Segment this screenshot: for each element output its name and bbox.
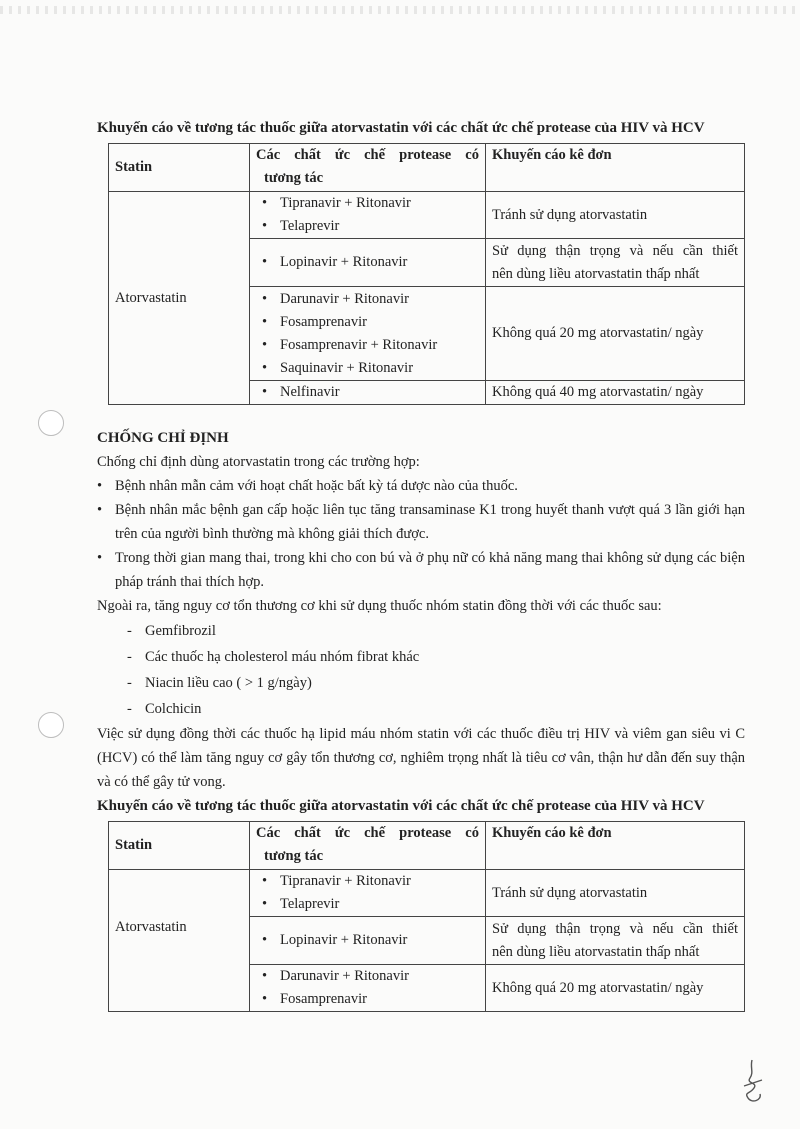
recommendation-cell: Tránh sử dụng atorvastatin xyxy=(486,870,745,917)
list-item: - Các thuốc hạ cholesterol máu nhóm fibrat khác xyxy=(97,644,745,670)
drug-item: • Tipranavir + Ritonavir xyxy=(256,870,479,893)
drug-list xyxy=(256,965,479,1011)
drugs-cell xyxy=(250,381,486,405)
header-recommendation: Khuyến cáo kê đơn xyxy=(486,144,745,192)
drug-item: • Lopinavir + Ritonavir xyxy=(256,251,479,274)
statin-cell: Atorvastatin xyxy=(109,870,250,1012)
interaction-table-1 xyxy=(108,143,745,405)
punch-hole xyxy=(38,410,64,436)
drug-item: • Saquinavir + Ritonavir xyxy=(256,357,479,380)
recommendation-line: nên dùng liều atorvastatin thấp nhất xyxy=(492,265,700,282)
punch-hole xyxy=(38,712,64,738)
drug-list xyxy=(256,929,479,952)
closing-text: Việc sử dụng đồng thời các thuốc hạ lipid máu nhóm statin với các thuốc điều trị HIV và viêm gan siêu vi C (HCV) có thể làm tăng nguy cơ gây tổn thương cơ, nghiêm trọng nhất là tiêu cơ vân, thận hư dẫn đến suy thận và có thể gây tử vong. xyxy=(97,726,745,790)
drug-item: • Fosamprenavir xyxy=(256,311,479,334)
table-1-title: Khuyến cáo về tương tác thuốc giữa atorvastatin với các chất ức chế protease của HIV và HCV xyxy=(97,120,705,136)
drug-item: • Darunavir + Ritonavir xyxy=(256,288,479,311)
header-protease-line2: tương tác xyxy=(264,848,324,864)
table-2-title: Khuyến cáo về tương tác thuốc giữa atorvastatin với các chất ức chế protease của HIV và HCV xyxy=(97,798,705,814)
drugs-cell xyxy=(250,917,486,965)
drug-list xyxy=(256,870,479,916)
table-row xyxy=(109,192,745,239)
list-item: - Colchicin xyxy=(97,696,745,722)
drugs-cell xyxy=(250,239,486,287)
additional-intro: Ngoài ra, tăng nguy cơ tổn thương cơ khi sử dụng thuốc nhóm statin đồng thời với các thuốc sau: xyxy=(97,598,662,614)
contraindications-section xyxy=(97,426,745,794)
drug-item: • Nelfinavir xyxy=(256,381,479,404)
header-statin: Statin xyxy=(109,822,250,870)
drug-list xyxy=(256,251,479,274)
table-header-row xyxy=(109,144,745,192)
drugs-cell xyxy=(250,192,486,239)
scan-edge-artifact xyxy=(0,6,800,14)
drugs-cell xyxy=(250,287,486,381)
table-row xyxy=(109,870,745,917)
list-item: • Bệnh nhân mẫn cảm với hoạt chất hoặc bất kỳ tá dược nào của thuốc. xyxy=(97,474,745,498)
section-heading: CHỐNG CHỈ ĐỊNH xyxy=(97,430,229,446)
drug-item: • Fosamprenavir + Ritonavir xyxy=(256,334,479,357)
drugs-cell xyxy=(250,965,486,1012)
table-header-row xyxy=(109,822,745,870)
list-item: - Gemfibrozil xyxy=(97,618,745,644)
header-statin: Statin xyxy=(109,144,250,192)
recommendation-cell: Không quá 40 mg atorvastatin/ ngày xyxy=(486,381,745,405)
list-item: • Trong thời gian mang thai, trong khi cho con bú và ở phụ nữ có khả năng mang thai không sử dụng các biện pháp tránh thai thích hợp. xyxy=(97,546,745,594)
contraindication-list xyxy=(97,474,745,594)
list-item: • Bệnh nhân mắc bệnh gan cấp hoặc liên tục tăng transaminase K1 trong huyết thanh vượt quá 3 lần giới hạn trên của người bình thường mà không giải thích được. xyxy=(97,498,745,546)
recommendation-cell: Không quá 20 mg atorvastatin/ ngày xyxy=(486,287,745,381)
header-protease-line2: tương tác xyxy=(264,170,324,186)
header-protease-line1: Các chất ức chế protease có xyxy=(256,147,479,163)
header-protease-line1: Các chất ức chế protease có xyxy=(256,825,479,841)
drugs-cell xyxy=(250,870,486,917)
drug-item: • Telaprevir xyxy=(256,215,479,238)
drug-item: • Fosamprenavir xyxy=(256,988,479,1011)
drug-item: • Telaprevir xyxy=(256,893,479,916)
recommendation-cell xyxy=(486,239,745,287)
drug-list xyxy=(256,192,479,238)
header-recommendation: Khuyến cáo kê đơn xyxy=(486,822,745,870)
list-item: - Niacin liều cao ( > 1 g/ngày) xyxy=(97,670,745,696)
recommendation-cell: Tránh sử dụng atorvastatin xyxy=(486,192,745,239)
statin-cell: Atorvastatin xyxy=(109,192,250,405)
recommendation-line: Sử dụng thận trọng và nếu cần thiết xyxy=(492,920,738,937)
recommendation-cell xyxy=(486,917,745,965)
recommendation-line: nên dùng liều atorvastatin thấp nhất xyxy=(492,943,700,960)
recommendation-line: Sử dụng thận trọng và nếu cần thiết xyxy=(492,242,738,259)
recommendation-cell: Không quá 20 mg atorvastatin/ ngày xyxy=(486,965,745,1012)
interacting-drug-list xyxy=(97,618,745,722)
interaction-table-2 xyxy=(108,821,745,1012)
signature-mark xyxy=(738,1058,768,1108)
drug-item: • Darunavir + Ritonavir xyxy=(256,965,479,988)
drug-item: • Lopinavir + Ritonavir xyxy=(256,929,479,952)
drug-list xyxy=(256,288,479,380)
drug-list xyxy=(256,381,479,404)
intro-text: Chống chỉ định dùng atorvastatin trong các trường hợp: xyxy=(97,454,420,470)
drug-item: • Tipranavir + Ritonavir xyxy=(256,192,479,215)
